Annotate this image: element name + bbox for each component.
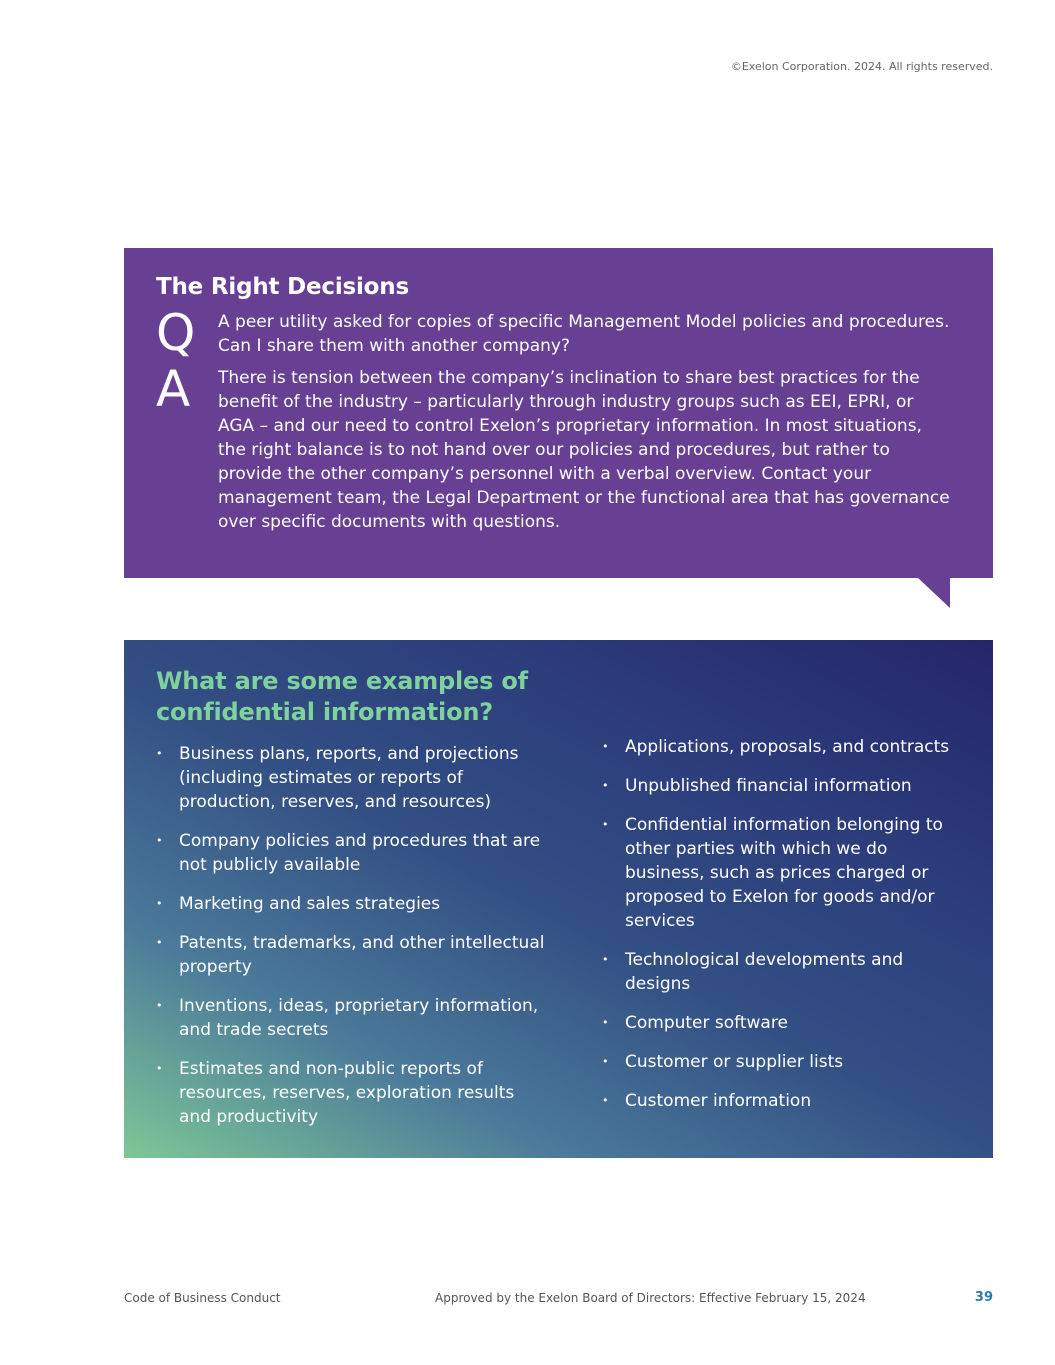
- qa-callout: [124, 248, 993, 578]
- bullet-icon: •: [156, 1062, 163, 1075]
- bullet-icon: •: [156, 897, 163, 910]
- list-item: • Business plans, reports, and projections (including estimates or reports of production, reserves, and resources): [156, 744, 519, 812]
- bullet-icon: •: [156, 747, 163, 760]
- question-text: A peer utility asked for copies of specific Management Model policies and procedures. Can I share them with another company?: [218, 312, 950, 356]
- copyright-notice: ©Exelon Corporation. 2024. All rights reserved.: [730, 60, 993, 73]
- bullet-icon: •: [602, 740, 609, 753]
- list-item: • Unpublished financial information: [602, 776, 912, 796]
- bullet-icon: •: [156, 999, 163, 1012]
- list-item: • Customer information: [602, 1091, 812, 1111]
- list-item: • Customer or supplier lists: [602, 1052, 844, 1072]
- bullet-icon: •: [602, 1055, 609, 1068]
- list-item: • Estimates and non-public reports of resources, reserves, exploration results and productivity: [156, 1059, 515, 1127]
- examples-title: What are some examples of confidential information?: [156, 667, 528, 726]
- bullet-icon: •: [156, 936, 163, 949]
- list-item: • Patents, trademarks, and other intellectual property: [156, 933, 545, 977]
- a-letter: A: [156, 360, 191, 418]
- bullet-icon: •: [156, 834, 163, 847]
- bullet-icon: •: [602, 953, 609, 966]
- list-item: • Company policies and procedures that are not publicly available: [156, 831, 541, 875]
- bullet-icon: •: [602, 779, 609, 792]
- examples-panel: [124, 640, 993, 1158]
- list-item: • Technological developments and designs: [602, 950, 904, 994]
- examples-list-right: [602, 735, 962, 1128]
- list-item: • Confidential information belonging to other parties with which we do business, such as prices charged or proposed to Exelon for goods and/or services: [602, 815, 943, 931]
- answer-text: There is tension between the company’s inclination to share best practices for the benefit of the industry – particularly through industry groups such as EEI, EPRI, or AGA – and our need to control Exelon’s proprietary information. In most situations, the right balance is to not hand over our policies and procedures, but rather to provide the other company’s personnel with a verbal overview. Contact your management team, the Legal Department or the functional area that has governance over specific documents with questions.: [218, 368, 950, 532]
- list-item: • Marketing and sales strategies: [156, 894, 441, 914]
- q-letter: Q: [156, 304, 196, 362]
- list-item: • Computer software: [602, 1013, 788, 1033]
- answer-row: [156, 360, 953, 534]
- bullet-icon: •: [602, 1016, 609, 1029]
- speech-bubble-tail: [918, 578, 950, 608]
- page-number: 39: [974, 1290, 993, 1305]
- list-item: • Inventions, ideas, proprietary information, and trade secrets: [156, 996, 539, 1040]
- question-row: [156, 304, 953, 362]
- footer-approval: Approved by the Exelon Board of Directors: Effective February 15, 2024: [435, 1291, 866, 1305]
- examples-list-left: [156, 742, 551, 1144]
- qa-title: The Right Decisions: [156, 274, 409, 300]
- list-item: • Applications, proposals, and contracts: [602, 737, 950, 757]
- footer-doc-title: Code of Business Conduct: [124, 1291, 281, 1305]
- bullet-icon: •: [602, 1094, 609, 1107]
- bullet-icon: •: [602, 818, 609, 831]
